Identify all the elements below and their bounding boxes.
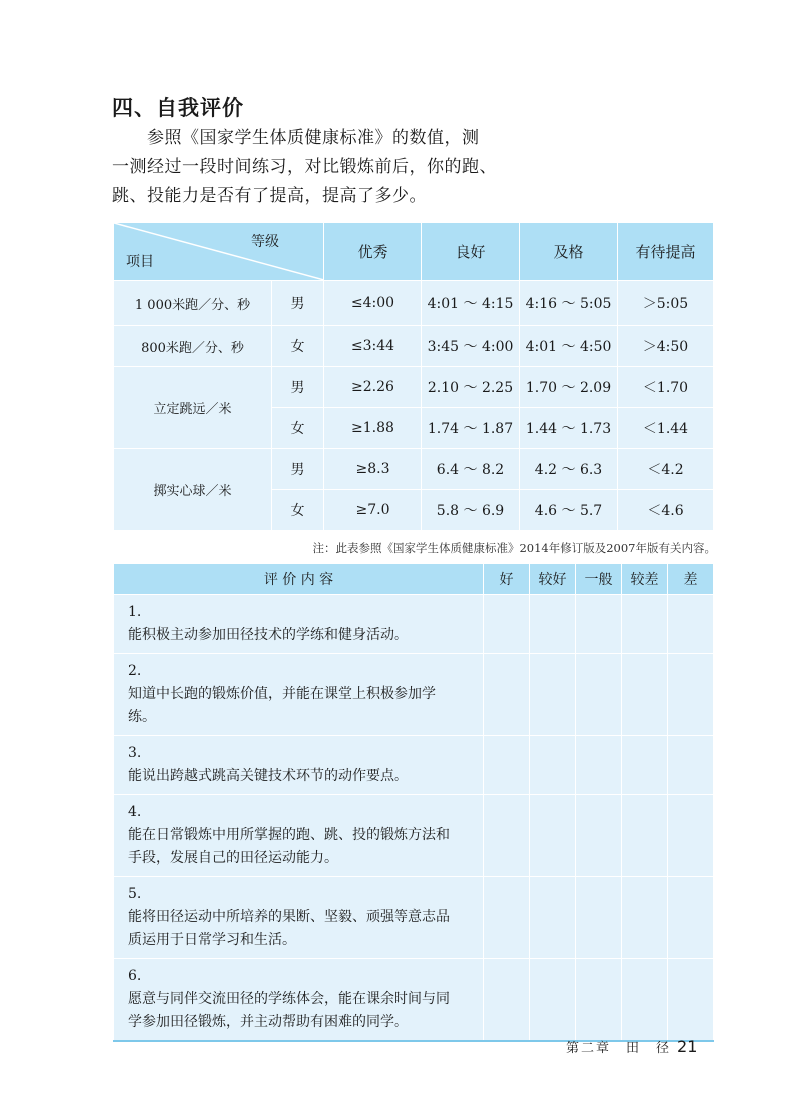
rating-cell-good[interactable] [484,654,530,736]
table-row [114,367,714,408]
rating-cell-fairly-poor[interactable] [622,795,668,877]
rating-cell-poor[interactable] [668,959,714,1042]
table-row [114,959,714,1042]
value-cell: 3:45 ～ 4:00 [422,326,520,367]
value-cell: ＞5:05 [618,281,714,326]
column-header: 好 [484,564,530,595]
evaluation-item [114,795,484,877]
diagonal-header-cell [114,223,324,281]
rating-cell-poor[interactable] [668,877,714,959]
item-cell: 800米跑／分、秒 [114,326,272,367]
rating-cell-average[interactable] [576,736,622,795]
value-cell: 4:01 ～ 4:15 [422,281,520,326]
sex-cell: 女 [272,326,324,367]
sex-cell: 男 [272,281,324,326]
item-number: 1. [128,604,142,620]
page-number: 21 [677,1037,698,1056]
table-header-row [114,564,714,595]
value-cell: ≥8.3 [324,449,422,490]
rating-cell-fairly-poor[interactable] [622,877,668,959]
item-number: 2. [128,663,142,679]
table-row [114,449,714,490]
rating-cell-good[interactable] [484,877,530,959]
column-header: 一般 [576,564,622,595]
rating-cell-good[interactable] [484,595,530,654]
value-cell: 4:16 ～ 5:05 [520,281,618,326]
fitness-standards-table [113,222,714,531]
intro-line: 跳、投能力是否有了提高，提高了多少。 [112,186,427,206]
intro-line: 一测经过一段时间练习，对比锻炼前后，你的跑、 [112,157,497,177]
item-number: 4. [128,804,142,820]
rating-cell-average[interactable] [576,795,622,877]
sex-cell: 女 [272,490,324,531]
value-cell: 4.6 ～ 5.7 [520,490,618,531]
evaluation-item [114,595,484,654]
rating-cell-poor[interactable] [668,595,714,654]
column-header: 优秀 [324,223,422,281]
item-text: 能说出跨越式跳高关键技术环节的动作要点。 [128,768,408,784]
rating-cell-good[interactable] [484,959,530,1042]
intro-paragraph [112,124,722,211]
section-title: 四、自我评价 [112,96,244,120]
value-cell: ≤4:00 [324,281,422,326]
item-number: 6. [128,968,142,984]
rating-cell-fairly-poor[interactable] [622,959,668,1042]
value-cell: 4:01 ～ 4:50 [520,326,618,367]
item-text: 知道中长跑的锻炼价值，并能在课堂上积极参加学练。 [128,686,436,725]
column-header: 评 价 内 容 [114,564,484,595]
rating-cell-fairly-good[interactable] [530,736,576,795]
chapter-label: 第二章 田 径 [566,1041,672,1056]
evaluation-item [114,654,484,736]
table-header-row [114,223,714,281]
value-cell: 1.44 ～ 1.73 [520,408,618,449]
value-cell: 5.8 ～ 6.9 [422,490,520,531]
table-row [114,595,714,654]
rating-cell-fairly-good[interactable] [530,877,576,959]
value-cell: ≥1.88 [324,408,422,449]
sex-cell: 男 [272,367,324,408]
header-item-label: 项目 [126,254,154,270]
rating-cell-fairly-good[interactable] [530,595,576,654]
header-level-label: 等级 [251,234,279,250]
rating-cell-average[interactable] [576,877,622,959]
item-number: 3. [128,745,142,761]
table-note: 注：此表参照《国家学生体质健康标准》2014年修订版及2007年版有关内容。 [312,541,716,555]
rating-cell-poor[interactable] [668,795,714,877]
evaluation-item [114,877,484,959]
rating-cell-fairly-poor[interactable] [622,736,668,795]
table-row [114,281,714,326]
rating-cell-poor[interactable] [668,736,714,795]
rating-cell-poor[interactable] [668,654,714,736]
value-cell: 6.4 ～ 8.2 [422,449,520,490]
rating-cell-fairly-good[interactable] [530,654,576,736]
column-header: 良好 [422,223,520,281]
item-number: 5. [128,886,142,902]
page-footer [566,1037,697,1056]
column-header: 差 [668,564,714,595]
value-cell: 1.70 ～ 2.09 [520,367,618,408]
sex-cell: 男 [272,449,324,490]
column-header: 有待提高 [618,223,714,281]
column-header: 较差 [622,564,668,595]
value-cell: 4.2 ～ 6.3 [520,449,618,490]
table-row [114,795,714,877]
intro-line: 参照《国家学生体质健康标准》的数值，测 [147,128,480,148]
value-cell: ≤3:44 [324,326,422,367]
sex-cell: 女 [272,408,324,449]
rating-cell-fairly-good[interactable] [530,959,576,1042]
evaluation-item [114,959,484,1042]
self-evaluation-table [113,563,714,1042]
rating-cell-fairly-good[interactable] [530,795,576,877]
rating-cell-good[interactable] [484,795,530,877]
value-cell: 1.74 ～ 1.87 [422,408,520,449]
rating-cell-good[interactable] [484,736,530,795]
value-cell: ≥7.0 [324,490,422,531]
rating-cell-fairly-poor[interactable] [622,595,668,654]
rating-cell-average[interactable] [576,654,622,736]
value-cell: ≥2.26 [324,367,422,408]
item-cell: 1 000米跑／分、秒 [114,281,272,326]
rating-cell-fairly-poor[interactable] [622,654,668,736]
item-text: 愿意与同伴交流田径的学练体会，能在课余时间与同学参加田径锻炼，并主动帮助有困难的同学。 [128,991,450,1030]
evaluation-item [114,736,484,795]
table-row [114,877,714,959]
value-cell: ＜1.70 [618,367,714,408]
value-cell: 2.10 ～ 2.25 [422,367,520,408]
item-text: 能积极主动参加田径技术的学练和健身活动。 [128,627,408,643]
item-text: 能在日常锻炼中用所掌握的跑、跳、投的锻炼方法和手段，发展自己的田径运动能力。 [128,827,450,866]
value-cell: ＞4:50 [618,326,714,367]
column-header: 较好 [530,564,576,595]
item-cell: 掷实心球／米 [114,449,272,531]
table-row [114,736,714,795]
item-text: 能将田径运动中所培养的果断、坚毅、顽强等意志品质运用于日常学习和生活。 [128,909,450,948]
value-cell: ＜4.6 [618,490,714,531]
value-cell: ＜4.2 [618,449,714,490]
table-row [114,654,714,736]
table-row [114,326,714,367]
item-cell: 立定跳远／米 [114,367,272,449]
rating-cell-average[interactable] [576,959,622,1042]
rating-cell-average[interactable] [576,595,622,654]
value-cell: ＜1.44 [618,408,714,449]
column-header: 及格 [520,223,618,281]
